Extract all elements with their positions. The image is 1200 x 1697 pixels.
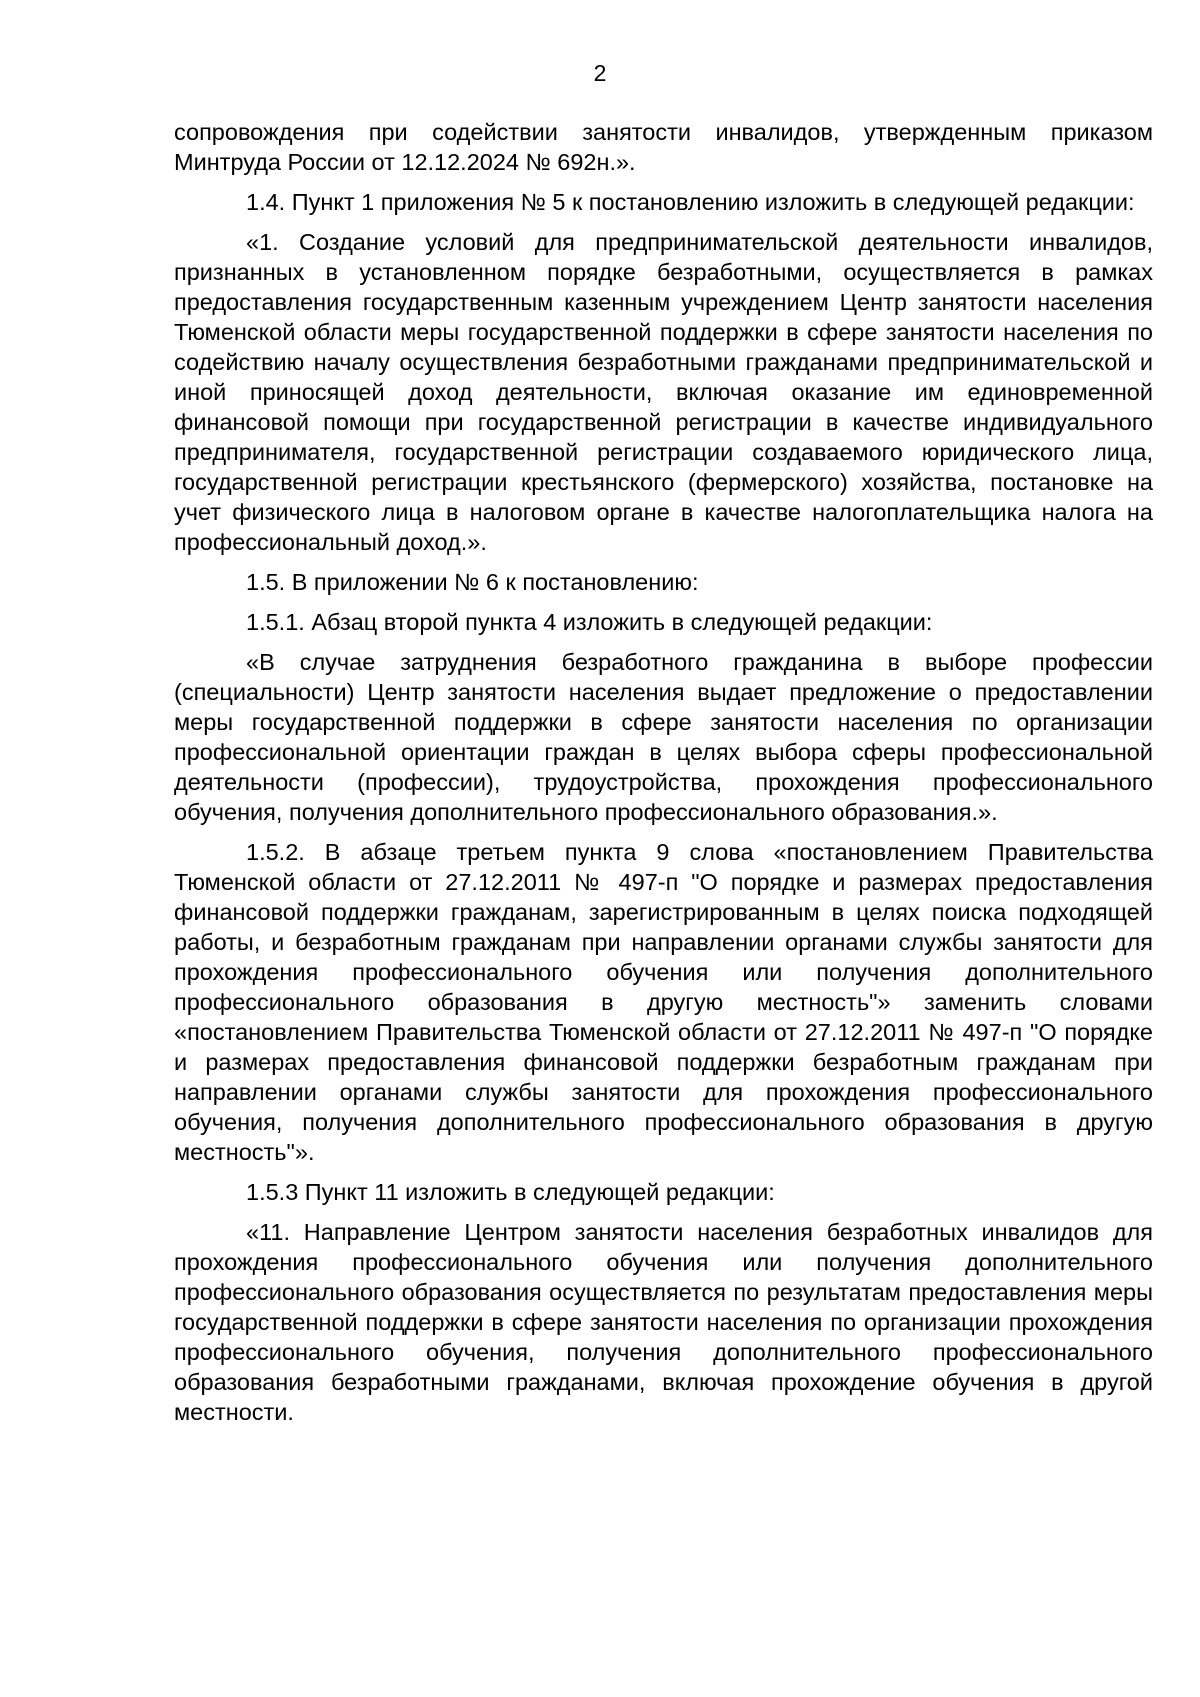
paragraph-item-1-5-3: 1.5.3 Пункт 11 изложить в следующей редакции: xyxy=(246,1179,775,1205)
paragraph-quoted-item-4: «В случае затруднения безработного гражданина в выборе профессии (специальности) Центр занятости населения выдает предложение о предоставлении меры государственной поддержки в сфере занятости населения по организации профессиональной ориентации граждан в целях выбора сферы профессиональной деятельности (профессии), трудоустройства, прохождения профессионального обучения, получения дополнительного профессионального образования.». xyxy=(174,649,1153,825)
paragraph-continuation: сопровождения при содействии занятости инвалидов, утвержденным приказом Минтруда России от 12.12.2024 № 692н.». xyxy=(174,119,1153,175)
paragraph-quoted-item-1: «1. Создание условий для предпринимательской деятельности инвалидов, признанных в установленном порядке безработными, осуществляется в рамках предоставления государственным казенным учреждением Центр занятости населения Тюменской области меры государственной поддержки в сфере занятости населения по содействию началу осуществления безработными гражданами предпринимательской и иной приносящей доход деятельности, включая оказание им единовременной финансовой помощи при государственной регистрации в качестве индивидуального предпринимателя, государственной регистрации создаваемого юридического лица, государственной регистрации крестьянского (фермерского) хозяйства, постановке на учет физического лица в налоговом органе в качестве налогоплательщика налога на профессиональный доход.». xyxy=(174,229,1153,555)
paragraph-item-1-5: 1.5. В приложении № 6 к постановлению: xyxy=(246,569,699,595)
paragraph-item-1-5-2: 1.5.2. В абзаце третьем пункта 9 слова «постановлением Правительства Тюменской области от 27.12.2011 № 497-п "О порядке и размерах предоставления финансовой поддержки гражданам, зарегистрированным в целях поиска подходящей работы, и безработным гражданам при направлении органами службы занятости для прохождения профессионального обучения или получения дополнительного профессионального образования в другую местность"» заменить словами «постановлением Правительства Тюменской области от 27.12.2011 № 497-п "О порядке и размерах предоставления финансовой поддержки безработным гражданам при направлении органами службы занятости для прохождения профессионального обучения, получения дополнительного профессионального образования в другую местность"». xyxy=(174,839,1153,1165)
document-body xyxy=(174,117,1153,1437)
paragraph-item-1-5-1: 1.5.1. Абзац второй пункта 4 изложить в следующей редакции: xyxy=(246,609,933,635)
paragraph-quoted-item-11: «11. Направление Центром занятости населения безработных инвалидов для прохождения профессионального обучения или получения дополнительного профессионального образования осуществляется по результатам предоставления меры государственной поддержки в сфере занятости населения по организации прохождения профессионального обучения, получения дополнительного профессионального образования безработными гражданами, включая прохождение обучения в другой местности. xyxy=(174,1219,1153,1425)
page-number: 2 xyxy=(593,60,607,86)
paragraph-item-1-4: 1.4. Пункт 1 приложения № 5 к постановлению изложить в следующей редакции: xyxy=(246,189,1135,215)
